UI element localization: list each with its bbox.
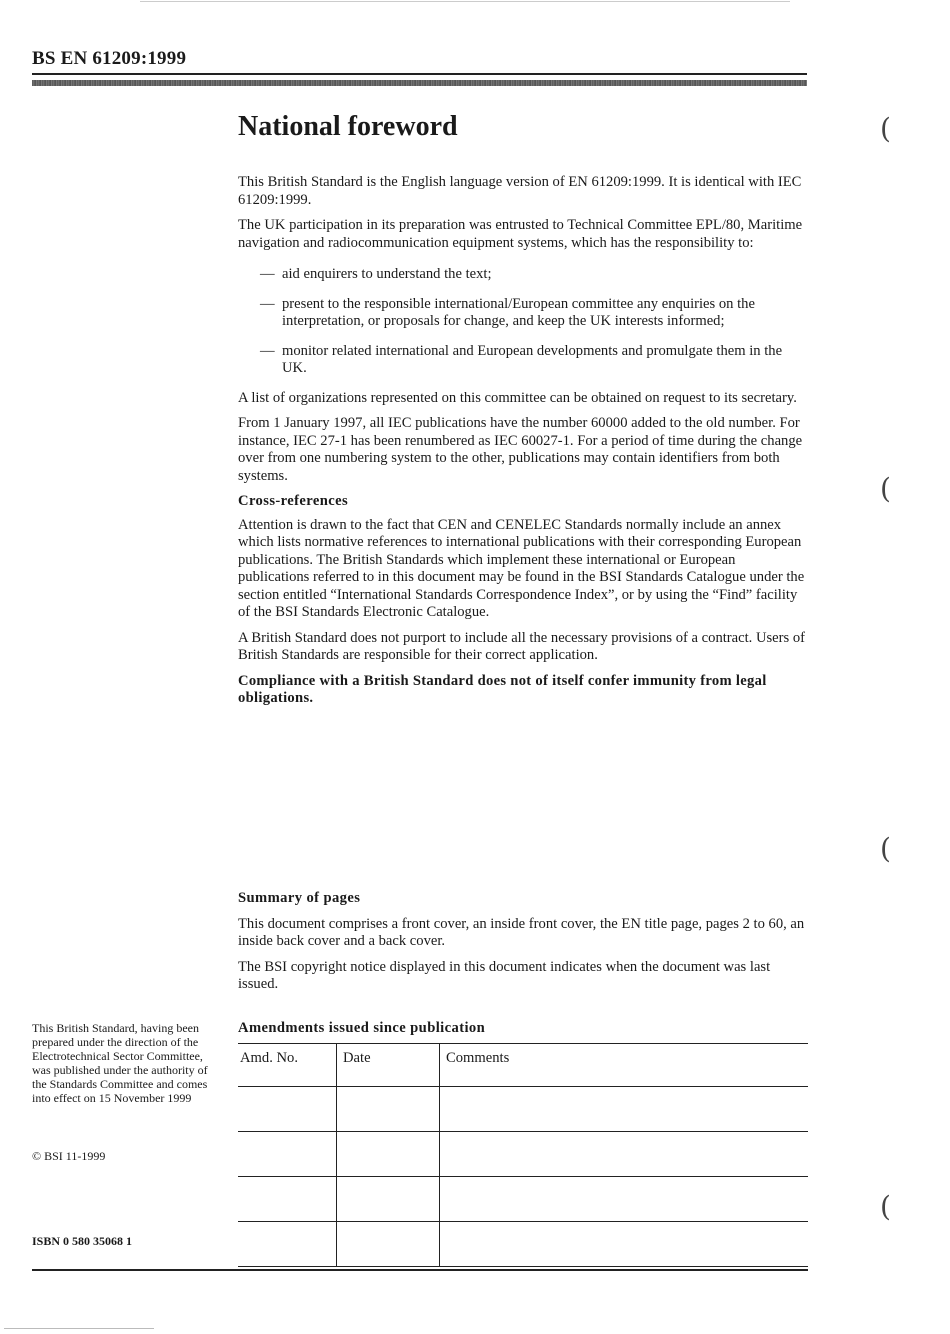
table-row xyxy=(238,1132,808,1177)
binding-mark: ( xyxy=(880,832,891,865)
table-cell xyxy=(337,1087,440,1132)
national-foreword-section xyxy=(238,110,808,716)
scan-artifact-line xyxy=(4,1328,154,1329)
page-title: National foreword xyxy=(238,111,458,142)
list-item: — present to the responsible international/European committee any enquiries on the interpretation, or proposals for change, and keep the UK interests informed; xyxy=(260,295,755,329)
amendments-heading: Amendments issued since publication xyxy=(238,1020,486,1036)
contract-paragraph: A British Standard does not purport to include all the necessary provisions of a contract. Users of British Standards are responsible for their correct application. xyxy=(238,629,806,663)
copyright-notice: © BSI 11-1999 xyxy=(32,1149,106,1163)
footer-rule xyxy=(32,1269,808,1271)
table-cell xyxy=(238,1087,337,1132)
list-item: — aid enquirers to understand the text; xyxy=(260,266,492,282)
summary-paragraph-2: The BSI copyright notice displayed in this document indicates when the document was last issued. xyxy=(238,958,771,992)
header-band xyxy=(32,80,807,86)
table-cell xyxy=(337,1222,440,1267)
cross-references-heading: Cross-references xyxy=(238,493,349,509)
summary-heading: Summary of pages xyxy=(238,890,361,906)
responsibility-list xyxy=(260,266,808,378)
committee-list-paragraph: A list of organizations represented on this committee can be obtained on request to its secretary. xyxy=(238,389,797,406)
column-header-amd-no: Amd. No. xyxy=(238,1044,337,1087)
table-row xyxy=(238,1222,808,1267)
table-header-row xyxy=(238,1044,808,1087)
table-cell xyxy=(440,1177,809,1222)
table-cell xyxy=(238,1177,337,1222)
isbn: ISBN 0 580 35068 1 xyxy=(32,1234,133,1248)
table-cell xyxy=(238,1222,337,1267)
intro-paragraph-1: This British Standard is the English language version of EN 61209:1999. It is identical with IEC 61209:1999. xyxy=(238,174,802,208)
scan-artifact-line xyxy=(140,1,790,2)
binding-mark: ( xyxy=(880,1190,891,1223)
table-cell xyxy=(440,1132,809,1177)
publication-note: This British Standard, having been prepared under the direction of the Electrotechnical Sector Committee, was published under the authority of the Standards Committee and comes into effect on 15 November 1999 xyxy=(32,1021,208,1105)
table-cell xyxy=(337,1177,440,1222)
table-cell xyxy=(440,1222,809,1267)
table-cell xyxy=(238,1132,337,1177)
summary-of-pages-section xyxy=(238,890,808,1002)
column-header-comments: Comments xyxy=(446,1050,510,1066)
compliance-statement: Compliance with a British Standard does not of itself confer immunity from legal obligations. xyxy=(238,672,767,706)
list-item: — monitor related international and European developments and promulgate them in the UK. xyxy=(260,342,783,376)
summary-paragraph-1: This document comprises a front cover, an inside front cover, the EN title page, pages 2 to 60, an inside back cover and a back cover. xyxy=(238,915,805,949)
numbering-paragraph: From 1 January 1997, all IEC publications have the number 60000 added to the old number. For instance, IEC 27-1 has been renumbered as IEC 60027-1. For a period of time during the change over from one numbering system to the other, publications may contain identifiers from both systems. xyxy=(238,415,803,484)
cross-references-paragraph: Attention is drawn to the fact that CEN and CENELEC Standards normally include an annex which lists normative references to international publications with their corresponding European publications. The British Standards which implement these international or European publications referred to in this document may be found in the BSI Standards Catalogue under the section entitled “International Standards Correspondence Index”, or by using the “Find” facility of the BSI Standards Electronic Catalogue. xyxy=(238,516,805,620)
binding-mark: ( xyxy=(880,472,891,505)
header-rule xyxy=(32,73,807,75)
table-row xyxy=(238,1087,808,1132)
intro-paragraph-2: The UK participation in its preparation was entrusted to Technical Committee EPL/80, Maritime navigation and radiocommunication equipment systems, which has the responsibility to: xyxy=(238,217,803,251)
column-header-date: Date xyxy=(337,1044,440,1087)
amendments-table xyxy=(238,1043,808,1267)
table-row xyxy=(238,1177,808,1222)
document-number: BS EN 61209:1999 xyxy=(32,48,187,69)
table-cell xyxy=(337,1132,440,1177)
binding-mark: ( xyxy=(880,112,891,145)
table-cell xyxy=(440,1087,809,1132)
